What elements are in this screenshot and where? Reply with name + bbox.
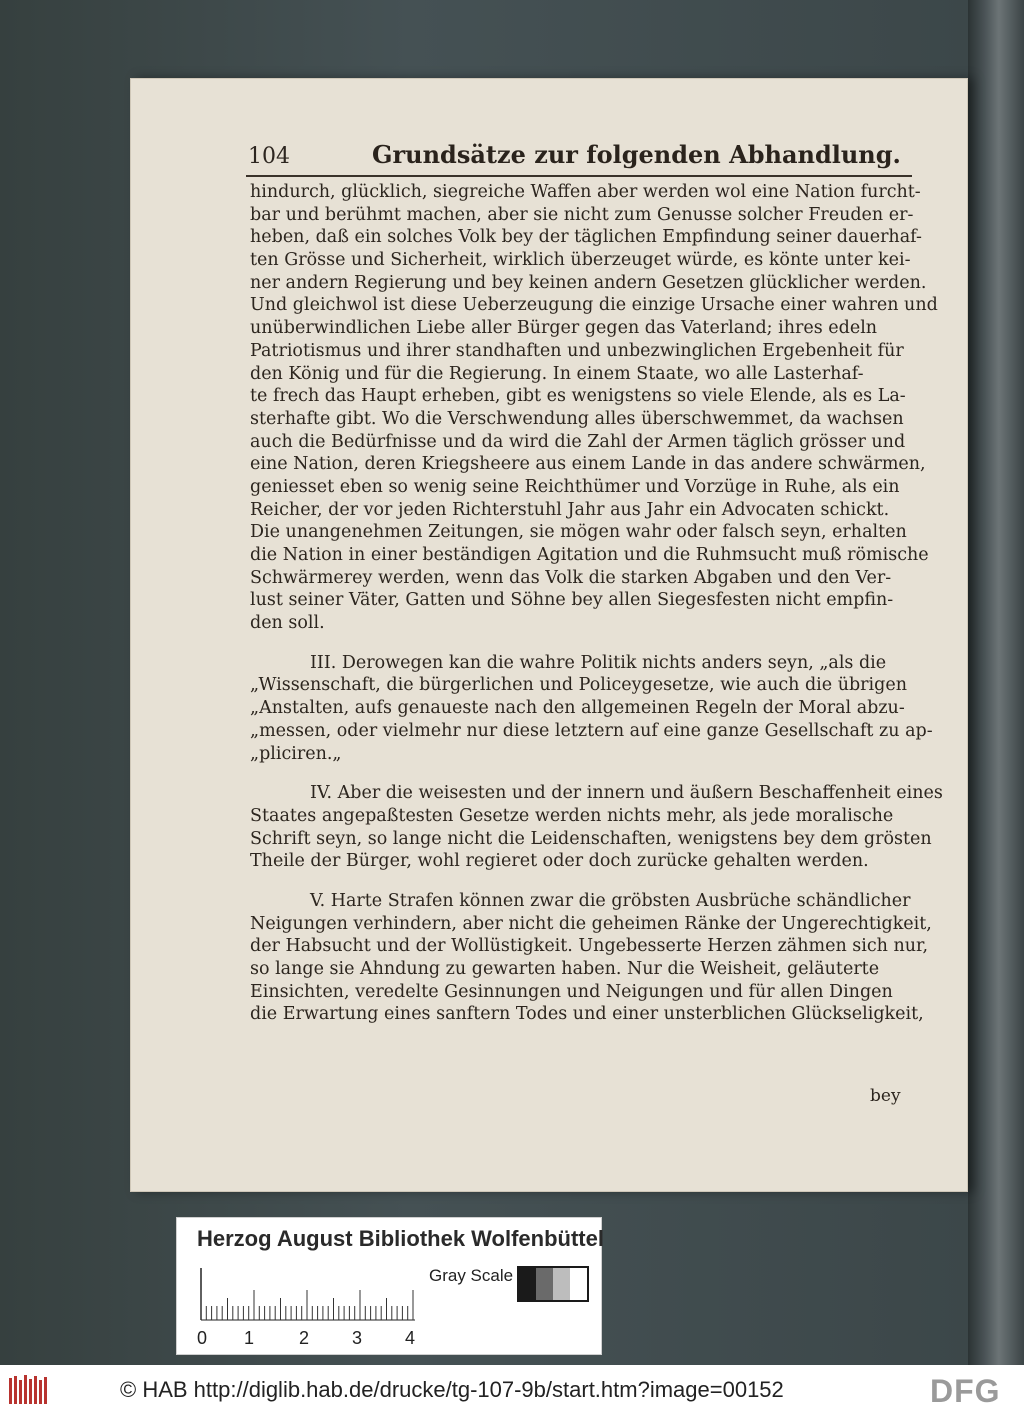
library-label <box>176 1217 602 1355</box>
text-line: bar und berühmt machen, aber sie nicht zum Genusse solcher Freuden er- <box>250 204 914 225</box>
text-line: Neigungen verhindern, aber nicht die geheimen Ränke der Ungerechtigkeit, <box>250 913 932 934</box>
gray-scale-label: Gray Scale <box>429 1266 514 1285</box>
text-line: Und gleichwol ist diese Ueberzeugung die einzige Ursache einer wahren und <box>250 295 938 316</box>
header-rule <box>246 175 912 177</box>
text-line: III. Derowegen kan die wahre Politik nichts anders seyn, „als die <box>310 652 887 673</box>
text-line: „pliciren.„ <box>250 743 342 764</box>
ruler-number: 4 <box>405 1328 416 1348</box>
paragraph-iii <box>250 652 933 765</box>
text-line: Theile der Bürger, wohl regieret oder doch zurücke gehalten werden. <box>250 851 869 872</box>
text-line: so lange sie Ahndung zu gewarten haben. Nur die Weisheit, geläuterte <box>250 959 880 979</box>
paragraph-continued <box>250 181 938 635</box>
library-name: Herzog August Bibliothek Wolfenbüttel <box>197 1226 604 1251</box>
text-line: den König und für die Regierung. In einem Staate, wo alle Lasterhaf- <box>250 363 864 384</box>
text-line: te frech das Haupt erheben, gibt es wenigstens so viele Elende, als es La- <box>250 386 906 407</box>
ruler-number: 2 <box>299 1328 310 1348</box>
text-line: ten Grösse und Sicherheit, wirklich überzeuget würde, es könte unter kei- <box>250 250 911 271</box>
dfg-logo: DFG <box>930 1373 1001 1409</box>
text-line: unüberwindlichen Liebe aller Bürger gegen das Vaterland; ihres edeln <box>250 318 878 339</box>
text-line: „messen, oder vielmehr nur diese letztern auf eine ganze Gesellschaft zu ap- <box>250 720 933 741</box>
scale-ruler <box>193 1264 423 1324</box>
hab-logo-icon <box>8 1374 50 1406</box>
text-line: V. Harte Strafen können zwar die gröbsten Ausbrüche schändlicher <box>310 890 911 911</box>
text-line: ner andern Regierung und bey keinen andern Gesetzen glücklicher werden. <box>250 272 927 293</box>
running-title: Grundsätze zur folgenden Abhandlung. <box>372 140 901 169</box>
book-page <box>130 78 968 1192</box>
ruler-number: 0 <box>197 1328 208 1348</box>
text-line: Einsichten, veredelte Gesinnungen und Neigungen und für allen Dingen <box>250 981 893 1002</box>
footer-bar <box>0 1365 1024 1416</box>
paragraph-iv <box>250 782 943 873</box>
gray-scale-swatch <box>517 1266 589 1302</box>
text-line: der Habsucht und der Wollüstigkeit. Ungebesserte Herzen zähmen sich nur, <box>250 936 929 957</box>
paragraph-v <box>250 890 932 1026</box>
text-line: Schrift seyn, so lange nicht die Leidenschaften, wenigstens bey dem grösten <box>250 828 932 849</box>
text-line: die Nation in einer beständigen Agitation und die Ruhmsucht muß römische <box>250 545 929 565</box>
text-line: lust seiner Väter, Gatten und Söhne bey allen Siegesfesten nicht empfin- <box>250 590 894 611</box>
book-edge <box>968 0 1024 1365</box>
text-line: Schwärmerey werden, wenn das Volk die starken Abgaben und den Ver- <box>250 567 892 588</box>
text-line: Die unangenehmen Zeitungen, sie mögen wahr oder falsch seyn, erhalten <box>250 522 907 543</box>
page-text <box>250 181 943 1026</box>
text-line: „Wissenschaft, die bürgerlichen und Policeygesetze, wie auch die übrigen <box>250 675 907 696</box>
ruler-number: 1 <box>244 1328 255 1348</box>
text-line: auch die Bedürfnisse und da wird die Zahl der Armen täglich grösser und <box>250 431 906 452</box>
copyright-url[interactable]: © HAB http://diglib.hab.de/drucke/tg-107-9b/start.htm?image=00152 <box>120 1377 784 1402</box>
text-line: die Erwartung eines sanftern Todes und einer unsterblichen Glückseligkeit, <box>250 1004 924 1025</box>
text-line: den soll. <box>250 613 325 634</box>
text-line: IV. Aber die weisesten und der innern und äußern Beschaffenheit eines <box>310 783 943 804</box>
text-line: Patriotismus und ihrer standhaften und unbezwinglichen Ergebenheit für <box>250 340 904 361</box>
text-line: heben, daß ein solches Volk bey der täglichen Empfindung seiner dauerhaf- <box>250 227 922 248</box>
page-header <box>248 140 908 174</box>
ruler-number: 3 <box>352 1328 363 1348</box>
page-number: 104 <box>248 144 290 169</box>
catchword: bey <box>870 1086 901 1106</box>
text-line: sterhafte gibt. Wo die Verschwendung alles überschwemmet, da wachsen <box>250 408 904 429</box>
text-line: eine Nation, deren Kriegsheere aus einem Lande in das andere schwärmen, <box>250 454 926 475</box>
text-line: „Anstalten, aufs genaueste nach den allgemeinen Regeln der Moral abzu- <box>250 698 905 719</box>
text-line: Staates angepaßtesten Gesetze werden nichts mehr, als jede moralische <box>250 805 894 826</box>
text-line: geniesset eben so wenig seine Reichthümer und Vorzüge in Ruhe, als ein <box>250 476 900 497</box>
text-line: Reicher, der vor jeden Richterstuhl Jahr aus Jahr ein Advocaten schickt. <box>250 499 890 520</box>
text-line: hindurch, glücklich, siegreiche Waffen aber werden wol eine Nation furcht- <box>250 182 921 202</box>
